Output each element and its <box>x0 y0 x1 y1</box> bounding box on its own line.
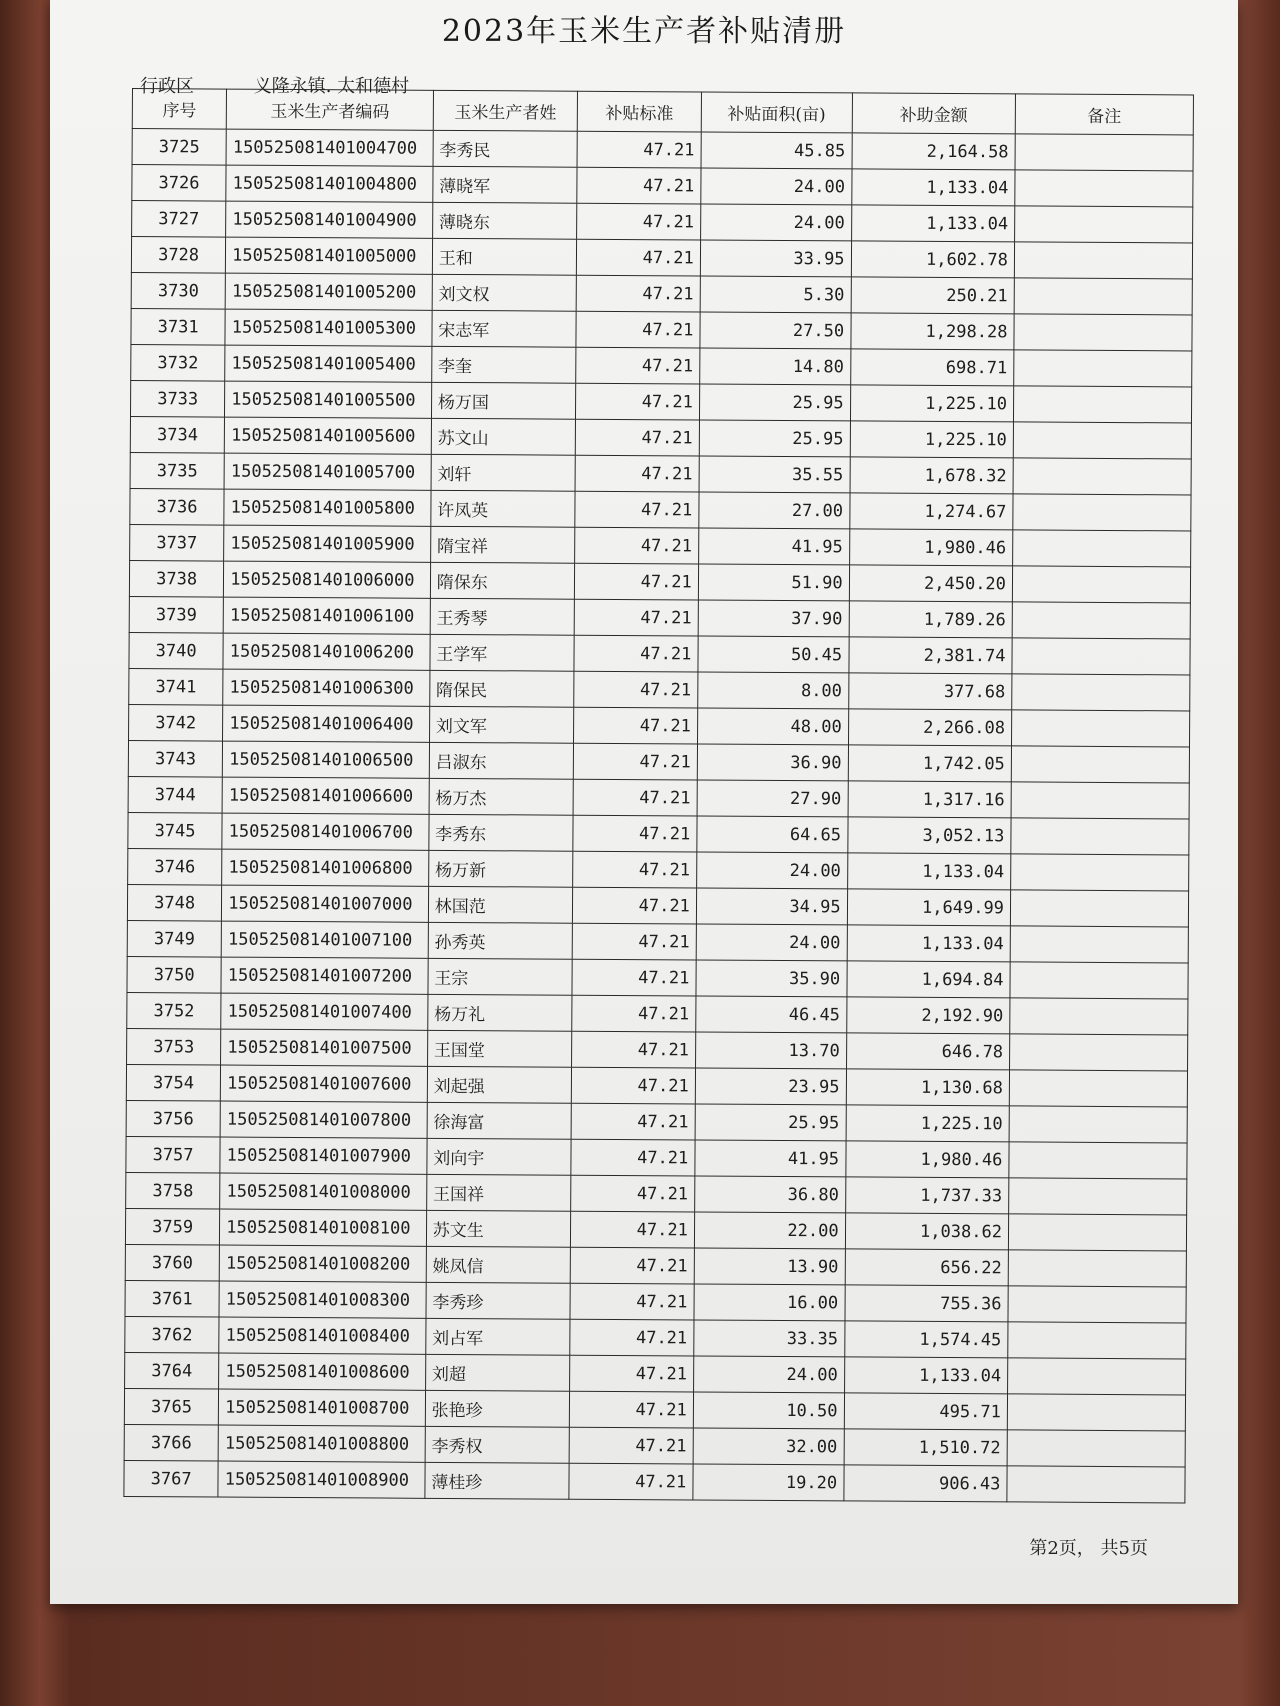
cell-note <box>1009 1034 1187 1071</box>
header-note: 备注 <box>1015 94 1193 135</box>
cell-seq: 3767 <box>124 1460 218 1497</box>
cell-amount: 646.78 <box>846 1033 1010 1070</box>
cell-code: 150525081401007100 <box>221 921 428 958</box>
cell-amount: 2,266.08 <box>848 709 1012 746</box>
cell-amount: 1,789.26 <box>849 601 1013 638</box>
cell-amount: 906.43 <box>843 1465 1007 1502</box>
cell-code: 150525081401008200 <box>219 1245 426 1282</box>
table-row <box>124 1460 1185 1502</box>
cell-standard: 47.21 <box>572 1067 696 1104</box>
cell-note <box>1010 998 1188 1035</box>
cell-standard: 47.21 <box>576 311 700 348</box>
cell-standard: 47.21 <box>574 599 698 636</box>
cell-name: 杨万杰 <box>429 778 574 815</box>
cell-area: 10.50 <box>693 1392 844 1429</box>
cell-area: 48.00 <box>697 708 848 745</box>
cell-note <box>1008 1322 1186 1359</box>
cell-code: 150525081401008000 <box>220 1173 427 1210</box>
cell-note <box>1008 1286 1186 1323</box>
cell-area: 23.95 <box>695 1068 846 1105</box>
cell-seq: 3750 <box>127 956 221 993</box>
cell-name: 王秀琴 <box>430 598 575 635</box>
cell-seq: 3745 <box>128 812 222 849</box>
cell-note <box>1007 1394 1185 1431</box>
cell-code: 150525081401005700 <box>224 453 431 490</box>
cell-code: 150525081401008300 <box>219 1281 426 1318</box>
cell-amount: 1,133.04 <box>847 853 1011 890</box>
cell-note <box>1015 134 1193 171</box>
cell-name: 隋宝祥 <box>430 526 575 563</box>
cell-code: 150525081401007000 <box>222 885 429 922</box>
cell-seq: 3762 <box>125 1316 219 1353</box>
cell-area: 45.85 <box>701 132 852 169</box>
document-title: 2023年玉米生产者补贴清册 <box>441 14 847 49</box>
cell-code: 150525081401008600 <box>219 1353 426 1390</box>
header-seq: 序号 <box>132 89 226 130</box>
cell-note <box>1013 386 1191 423</box>
cell-name: 刘文军 <box>429 706 574 743</box>
cell-seq: 3727 <box>132 201 226 238</box>
cell-note <box>1007 1466 1185 1503</box>
cell-seq: 3749 <box>127 920 221 957</box>
cell-standard: 47.21 <box>573 779 697 816</box>
cell-area: 33.95 <box>700 240 851 277</box>
cell-seq: 3757 <box>126 1136 220 1173</box>
cell-code: 150525081401007400 <box>221 993 428 1030</box>
cell-note <box>1009 1178 1187 1215</box>
cell-seq: 3739 <box>129 596 223 633</box>
cell-amount: 1,574.45 <box>844 1321 1008 1358</box>
cell-note <box>1012 638 1190 675</box>
cell-standard: 47.21 <box>571 1139 695 1176</box>
cell-name: 孙秀英 <box>428 922 573 959</box>
cell-seq: 3754 <box>126 1064 220 1101</box>
cell-seq: 3725 <box>132 129 226 166</box>
cell-code: 150525081401006100 <box>223 597 430 634</box>
region-value: 义隆永镇. 太和德村 <box>253 76 410 97</box>
header-standard: 补贴标准 <box>578 91 702 132</box>
cell-name: 刘文权 <box>432 274 577 311</box>
cell-code: 150525081401005200 <box>225 273 432 310</box>
cell-standard: 47.21 <box>572 995 696 1032</box>
cell-code: 150525081401005600 <box>225 417 432 454</box>
cell-area: 25.95 <box>695 1104 846 1141</box>
cell-seq: 3746 <box>128 848 222 885</box>
cell-amount: 1,317.16 <box>848 781 1012 818</box>
cell-amount: 1,602.78 <box>851 241 1015 278</box>
cell-standard: 47.21 <box>571 1175 695 1212</box>
cell-amount: 1,298.28 <box>851 313 1015 350</box>
cell-standard: 47.21 <box>572 1031 696 1068</box>
cell-name: 李秀权 <box>425 1426 570 1463</box>
cell-note <box>1014 314 1192 351</box>
cell-area: 33.35 <box>694 1320 845 1357</box>
cell-seq: 3736 <box>130 488 224 525</box>
cell-standard: 47.21 <box>569 1427 693 1464</box>
cell-area: 46.45 <box>696 996 847 1033</box>
cell-code: 150525081401006000 <box>224 561 431 598</box>
cell-area: 16.00 <box>694 1284 845 1321</box>
cell-name: 吕淑东 <box>429 742 574 779</box>
cell-seq: 3737 <box>130 524 224 561</box>
cell-name: 林国范 <box>428 886 573 923</box>
cell-name: 李奎 <box>431 346 576 383</box>
cell-note <box>1014 242 1192 279</box>
cell-code: 150525081401006800 <box>222 849 429 886</box>
cell-amount: 1,130.68 <box>846 1069 1010 1106</box>
cell-standard: 47.21 <box>576 383 700 420</box>
cell-area: 24.00 <box>693 1356 844 1393</box>
cell-seq: 3731 <box>131 308 225 345</box>
cell-note <box>1010 962 1188 999</box>
cell-area: 19.20 <box>693 1464 844 1501</box>
cell-code: 150525081401006200 <box>223 633 430 670</box>
table-body <box>124 129 1193 1503</box>
cell-area: 25.95 <box>699 420 850 457</box>
cell-area: 24.00 <box>696 852 847 889</box>
cell-name: 徐海富 <box>427 1102 572 1139</box>
header-area: 补贴面积(亩) <box>701 92 852 133</box>
cell-note <box>1012 566 1190 603</box>
cell-standard: 47.21 <box>577 239 701 276</box>
cell-area: 13.70 <box>695 1032 846 1069</box>
cell-area: 24.00 <box>700 204 851 241</box>
cell-note <box>1014 350 1192 387</box>
cell-code: 150525081401008700 <box>219 1389 426 1426</box>
cell-seq: 3744 <box>128 776 222 813</box>
cell-note <box>1007 1430 1185 1467</box>
cell-seq: 3740 <box>129 632 223 669</box>
cell-name: 刘起强 <box>427 1066 572 1103</box>
cell-code: 150525081401005300 <box>225 309 432 346</box>
cell-note <box>1013 458 1191 495</box>
cell-standard: 47.21 <box>571 1103 695 1140</box>
cell-area: 5.30 <box>700 276 851 313</box>
cell-name: 薄桂珍 <box>425 1462 570 1499</box>
cell-name: 刘超 <box>425 1354 570 1391</box>
cell-amount: 755.36 <box>845 1285 1009 1322</box>
cell-standard: 47.21 <box>570 1283 694 1320</box>
cell-area: 22.00 <box>694 1212 845 1249</box>
cell-area: 27.90 <box>697 780 848 817</box>
cell-note <box>1009 1070 1187 1107</box>
cell-standard: 47.21 <box>574 671 698 708</box>
cell-name: 刘轩 <box>431 454 576 491</box>
cell-amount: 1,133.04 <box>851 169 1015 206</box>
cell-note <box>1013 530 1191 567</box>
page-number: 第2页， 共5页 <box>1029 1538 1148 1559</box>
cell-name: 王学军 <box>430 634 575 671</box>
cell-standard: 47.21 <box>570 1355 694 1392</box>
cell-standard: 47.21 <box>573 887 697 924</box>
cell-standard: 47.21 <box>572 959 696 996</box>
cell-area: 27.00 <box>699 492 850 529</box>
cell-amount: 1,133.04 <box>844 1357 1008 1394</box>
cell-seq: 3728 <box>131 237 225 274</box>
cell-name: 姚凤信 <box>426 1246 571 1283</box>
cell-note <box>1011 854 1189 891</box>
cell-name: 苏文山 <box>431 418 576 455</box>
cell-seq: 3766 <box>124 1424 218 1461</box>
cell-name: 王和 <box>432 238 577 275</box>
cell-amount: 1,737.33 <box>845 1177 1009 1214</box>
cell-amount: 377.68 <box>848 673 1012 710</box>
cell-amount: 2,381.74 <box>849 637 1013 674</box>
cell-code: 150525081401006400 <box>223 705 430 742</box>
cell-name: 杨万礼 <box>428 994 573 1031</box>
cell-name: 薄晓军 <box>433 166 578 203</box>
cell-amount: 495.71 <box>844 1393 1008 1430</box>
cell-seq: 3765 <box>124 1388 218 1425</box>
cell-amount: 1,649.99 <box>847 889 1011 926</box>
cell-code: 150525081401007500 <box>221 1029 428 1066</box>
cell-note <box>1015 170 1193 207</box>
cell-area: 37.90 <box>698 600 849 637</box>
cell-code: 150525081401008100 <box>220 1209 427 1246</box>
cell-standard: 47.21 <box>570 1319 694 1356</box>
cell-name: 刘向宇 <box>427 1138 572 1175</box>
cell-amount: 2,164.58 <box>852 133 1016 170</box>
cell-standard: 47.21 <box>575 455 699 492</box>
cell-standard: 47.21 <box>573 851 697 888</box>
cell-note <box>1008 1250 1186 1287</box>
cell-name: 王宗 <box>428 958 573 995</box>
cell-code: 150525081401004900 <box>226 201 433 238</box>
cell-note <box>1011 746 1189 783</box>
cell-name: 许凤英 <box>431 490 576 527</box>
cell-standard: 47.21 <box>575 563 699 600</box>
cell-note <box>1012 674 1190 711</box>
cell-area: 34.95 <box>696 888 847 925</box>
cell-area: 64.65 <box>697 816 848 853</box>
cell-amount: 1,133.04 <box>847 925 1011 962</box>
cell-seq: 3760 <box>125 1244 219 1281</box>
cell-seq: 3732 <box>131 344 225 381</box>
cell-note <box>1015 206 1193 243</box>
cell-area: 27.50 <box>700 312 851 349</box>
cell-standard: 47.21 <box>570 1247 694 1284</box>
cell-standard: 47.21 <box>570 1391 694 1428</box>
cell-standard: 47.21 <box>577 167 701 204</box>
cell-amount: 1,274.67 <box>849 493 1013 530</box>
cell-code: 150525081401005000 <box>226 237 433 274</box>
cell-note <box>1010 890 1188 927</box>
cell-amount: 1,694.84 <box>847 961 1011 998</box>
cell-name: 王国祥 <box>426 1174 571 1211</box>
cell-note <box>1011 818 1189 855</box>
cell-code: 150525081401004800 <box>226 165 433 202</box>
cell-standard: 47.21 <box>576 347 700 384</box>
cell-code: 150525081401008800 <box>218 1425 425 1462</box>
cell-name: 杨万新 <box>428 850 573 887</box>
cell-amount: 1,510.72 <box>844 1429 1008 1466</box>
cell-seq: 3752 <box>127 992 221 1029</box>
cell-seq: 3742 <box>129 704 223 741</box>
cell-name: 李秀东 <box>429 814 574 851</box>
cell-standard: 47.21 <box>569 1463 693 1500</box>
cell-code: 150525081401005900 <box>224 525 431 562</box>
cell-note <box>1009 1142 1187 1179</box>
cell-area: 35.90 <box>696 960 847 997</box>
cell-name: 王国堂 <box>427 1030 572 1067</box>
cell-name: 宋志军 <box>432 310 577 347</box>
cell-seq: 3759 <box>125 1208 219 1245</box>
cell-amount: 1,225.10 <box>850 421 1014 458</box>
cell-note <box>1012 602 1190 639</box>
cell-note <box>1007 1358 1185 1395</box>
region-label: 行政区 <box>140 76 194 97</box>
cell-note <box>1013 494 1191 531</box>
table-header-row <box>132 89 1193 135</box>
header-name: 玉米生产者姓 <box>433 90 578 131</box>
cell-standard: 47.21 <box>573 815 697 852</box>
cell-amount: 250.21 <box>851 277 1015 314</box>
subsidy-table <box>123 88 1194 1503</box>
cell-area: 35.55 <box>699 456 850 493</box>
cell-seq: 3753 <box>127 1028 221 1065</box>
cell-amount: 1,742.05 <box>848 745 1012 782</box>
cell-area: 50.45 <box>698 636 849 673</box>
cell-area: 41.95 <box>698 528 849 565</box>
cell-standard: 47.21 <box>575 527 699 564</box>
cell-standard: 47.21 <box>575 491 699 528</box>
cell-seq: 3758 <box>126 1172 220 1209</box>
cell-name: 李秀珍 <box>426 1282 571 1319</box>
cell-note <box>1011 782 1189 819</box>
cell-note <box>1008 1214 1186 1251</box>
cell-amount: 1,980.46 <box>845 1141 1009 1178</box>
cell-code: 150525081401005800 <box>224 489 431 526</box>
cell-standard: 47.21 <box>574 707 698 744</box>
cell-seq: 3733 <box>130 380 224 417</box>
cell-code: 150525081401007900 <box>220 1137 427 1174</box>
cell-seq: 3756 <box>126 1100 220 1137</box>
cell-area: 51.90 <box>698 564 849 601</box>
cell-standard: 47.21 <box>576 419 700 456</box>
cell-seq: 3734 <box>130 416 224 453</box>
cell-amount: 698.71 <box>850 349 1014 386</box>
cell-amount: 1,225.10 <box>846 1105 1010 1142</box>
cell-note <box>1011 710 1189 747</box>
cell-note <box>1013 422 1191 459</box>
cell-code: 150525081401007600 <box>221 1065 428 1102</box>
cell-area: 41.95 <box>695 1140 846 1177</box>
cell-seq: 3730 <box>131 272 225 309</box>
cell-amount: 1,678.32 <box>850 457 1014 494</box>
cell-area: 32.00 <box>693 1428 844 1465</box>
cell-area: 24.00 <box>701 168 852 205</box>
cell-amount: 1,133.04 <box>851 205 1015 242</box>
cell-area: 25.95 <box>699 384 850 421</box>
cell-name: 杨万国 <box>431 382 576 419</box>
cell-name: 薄晓东 <box>432 202 577 239</box>
cell-seq: 3764 <box>125 1352 219 1389</box>
document-sheet <box>50 0 1238 1604</box>
cell-area: 36.80 <box>694 1176 845 1213</box>
header-code: 玉米生产者编码 <box>226 89 433 130</box>
cell-note <box>1009 1106 1187 1143</box>
cell-amount: 656.22 <box>845 1249 1009 1286</box>
cell-amount: 1,038.62 <box>845 1213 1009 1250</box>
cell-standard: 47.21 <box>576 275 700 312</box>
cell-seq: 3743 <box>128 740 222 777</box>
cell-name: 张艳珍 <box>425 1390 570 1427</box>
cell-code: 150525081401008400 <box>219 1317 426 1354</box>
cell-note <box>1014 278 1192 315</box>
cell-name: 刘占军 <box>426 1318 571 1355</box>
cell-area: 36.90 <box>697 744 848 781</box>
cell-area: 24.00 <box>696 924 847 961</box>
cell-name: 李秀民 <box>433 130 578 167</box>
cell-name: 隋保东 <box>430 562 575 599</box>
cell-seq: 3735 <box>130 452 224 489</box>
cell-area: 8.00 <box>698 672 849 709</box>
cell-code: 150525081401006700 <box>222 813 429 850</box>
cell-code: 150525081401004700 <box>226 129 433 166</box>
cell-standard: 47.21 <box>574 743 698 780</box>
cell-code: 150525081401006600 <box>222 777 429 814</box>
cell-standard: 47.21 <box>577 131 701 168</box>
cell-area: 13.90 <box>694 1248 845 1285</box>
cell-amount: 1,980.46 <box>849 529 1013 566</box>
cell-name: 隋保民 <box>429 670 574 707</box>
cell-code: 150525081401008900 <box>218 1461 425 1498</box>
cell-seq: 3738 <box>129 560 223 597</box>
cell-note <box>1010 926 1188 963</box>
cell-code: 150525081401007200 <box>221 957 428 994</box>
cell-amount: 1,225.10 <box>850 385 1014 422</box>
cell-amount: 3,052.13 <box>847 817 1011 854</box>
cell-code: 150525081401006500 <box>223 741 430 778</box>
header-amount: 补助金额 <box>852 93 1016 134</box>
cell-name: 苏文生 <box>426 1210 571 1247</box>
cell-standard: 47.21 <box>572 923 696 960</box>
cell-area: 14.80 <box>700 348 851 385</box>
cell-standard: 47.21 <box>574 635 698 672</box>
cell-seq: 3741 <box>129 668 223 705</box>
cell-standard: 47.21 <box>577 203 701 240</box>
cell-seq: 3726 <box>132 165 226 202</box>
cell-standard: 47.21 <box>571 1211 695 1248</box>
cell-code: 150525081401005500 <box>225 381 432 418</box>
cell-code: 150525081401007800 <box>220 1101 427 1138</box>
cell-seq: 3761 <box>125 1280 219 1317</box>
cell-code: 150525081401006300 <box>223 669 430 706</box>
cell-code: 150525081401005400 <box>225 345 432 382</box>
cell-amount: 2,192.90 <box>846 997 1010 1034</box>
cell-seq: 3748 <box>127 884 221 921</box>
cell-amount: 2,450.20 <box>849 565 1013 602</box>
